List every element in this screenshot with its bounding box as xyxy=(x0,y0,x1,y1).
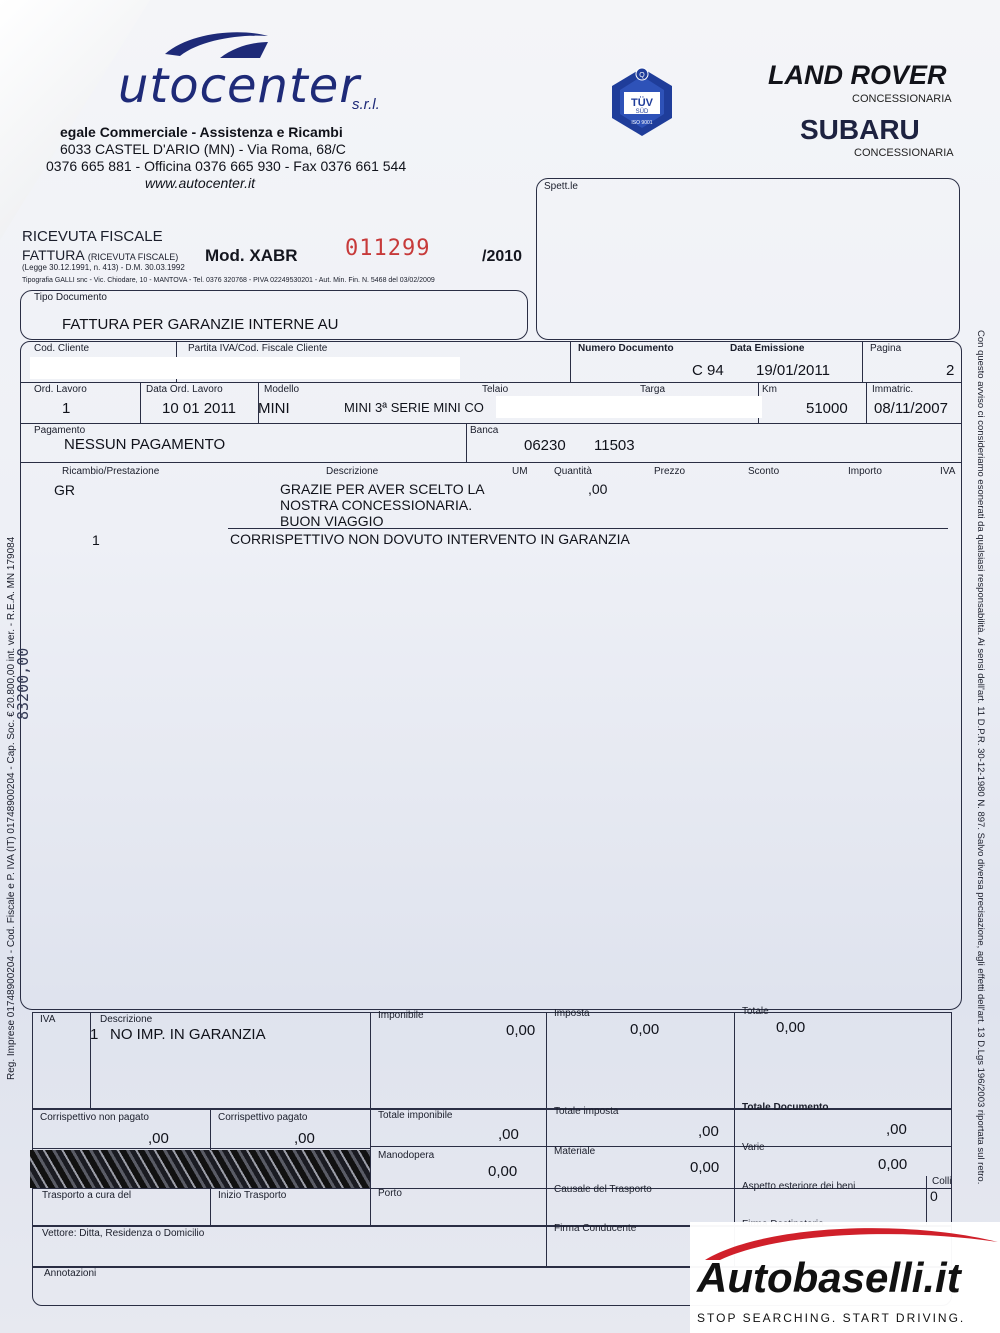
col-iva: IVA xyxy=(940,466,956,477)
dealer-land-rover-sub: CONCESSIONARIA xyxy=(852,93,952,105)
registration-label: Immatric. xyxy=(872,384,914,395)
issue-date-label: Data Emissione xyxy=(730,343,805,354)
page-label: Pagina xyxy=(870,343,902,354)
dealer-subaru: SUBARU xyxy=(800,114,920,145)
item1-desc-2: NOSTRA CONCESSIONARIA. xyxy=(280,497,473,513)
driver-signature-label: Firma Conducente xyxy=(554,1223,637,1234)
unpaid-value: ,00 xyxy=(148,1130,169,1147)
svg-text:ISO 9001: ISO 9001 xyxy=(631,120,653,126)
chassis-label: Telaio xyxy=(482,384,509,395)
divider xyxy=(370,1146,952,1147)
vat-label: IVA xyxy=(40,1014,56,1025)
work-order-value: 1 xyxy=(62,400,71,417)
labor-label: Manodopera xyxy=(378,1150,435,1161)
doc-number-value: C 94 xyxy=(692,362,724,379)
company-phones: 0376 665 881 - Officina 0376 665 930 - Fax 0376 661 544 xyxy=(46,158,407,174)
misc-value: 0,00 xyxy=(878,1156,908,1173)
taxable-label: Imponibile xyxy=(378,1010,424,1021)
ricevuta-fiscale-title: RICEVUTA FISCALE xyxy=(22,228,163,245)
total-label: Totale xyxy=(742,1006,769,1017)
transport-by-label: Trasporto a cura del xyxy=(42,1190,132,1201)
watermark-site: Autobaselli.it xyxy=(697,1254,961,1301)
model-code: Mod. XABR xyxy=(205,246,298,265)
unpaid-label: Corrispettivo non pagato xyxy=(40,1112,149,1123)
dealer-subaru-sub: CONCESSIONARIA xyxy=(854,147,954,159)
item1-code: GR xyxy=(54,482,75,498)
transport-start-label: Inizio Trasporto xyxy=(218,1190,287,1201)
tax-value: 0,00 xyxy=(630,1021,660,1038)
document-type-value: FATTURA PER GARANZIE INTERNE AU xyxy=(62,316,339,333)
item1-desc-1: GRAZIE PER AVER SCELTO LA xyxy=(280,481,485,497)
divider xyxy=(866,382,867,424)
work-order-label: Ord. Lavoro xyxy=(34,384,87,395)
model-description: MINI 3ª SERIE MINI CO xyxy=(344,400,484,415)
packages-label: Colli xyxy=(932,1176,952,1187)
fattura-title: FATTURA (RICEVUTA FISCALE) xyxy=(22,247,179,263)
vat-code: 1 xyxy=(90,1026,99,1043)
carrier-label: Vettore: Ditta, Residenza o Domicilio xyxy=(42,1228,205,1239)
divider xyxy=(370,1012,371,1110)
redacted-stamp xyxy=(30,1150,370,1188)
company-address: 6033 CASTEL D'ARIO (MN) - Via Roma, 68/C xyxy=(60,141,346,157)
total-tax-value: ,00 xyxy=(698,1123,719,1140)
col-sconto: Sconto xyxy=(748,466,780,477)
issue-date-value: 19/01/2011 xyxy=(756,362,830,379)
divider xyxy=(570,341,571,383)
handwritten-amount: 83200,00 xyxy=(14,647,32,720)
misc-label: Varie xyxy=(742,1142,765,1153)
plate-label: Targa xyxy=(640,384,666,395)
km-value: 51000 xyxy=(806,400,848,417)
divider xyxy=(734,1012,735,1110)
recipient-box xyxy=(536,178,960,340)
col-importo: Importo xyxy=(848,466,882,477)
km-label: Km xyxy=(762,384,777,395)
document-number: 011299 xyxy=(345,236,431,261)
divider xyxy=(140,382,141,424)
document-year: /2010 xyxy=(482,248,523,265)
recipient-label: Spett.le xyxy=(544,181,578,192)
item1-qty: ,00 xyxy=(588,481,608,497)
bank-label: Banca xyxy=(470,425,499,436)
divider xyxy=(370,1108,371,1226)
vat-descr-value: NO IMP. IN GARANZIA xyxy=(110,1026,266,1043)
payment-label: Pagamento xyxy=(34,425,86,436)
client-vat-label: Partita IVA/Cod. Fiscale Cliente xyxy=(188,343,328,354)
total-taxable-label: Totale imponibile xyxy=(378,1110,453,1121)
dealer-land-rover: LAND ROVER xyxy=(768,60,947,90)
legal-disclaimer: Con questo avviso ci consideriamo esonerati da qualsiasi responsabilità. Ai sensi dell'art. 11 D.P.R. 30-12-1980 N. 897. Salvo diversa precisazione, agli effetti dell'art. 13 D.Lgs 196/2003 riportata sul retro. xyxy=(975,330,986,1185)
redacted-client xyxy=(30,357,460,379)
taxable-value: 0,00 xyxy=(506,1022,536,1039)
goods-aspect-label: Aspetto esteriore dei beni xyxy=(742,1181,856,1192)
work-order-date-label: Data Ord. Lavoro xyxy=(146,384,223,395)
col-um: UM xyxy=(512,466,528,477)
brand-name: utocenter xyxy=(118,58,361,114)
payment-value: NESSUN PAGAMENTO xyxy=(64,436,226,453)
material-value: 0,00 xyxy=(690,1159,720,1176)
divider xyxy=(862,341,863,383)
model-label: Modello xyxy=(264,384,300,395)
doc-number-label: Numero Documento xyxy=(578,343,674,354)
col-ricambio: Ricambio/Prestazione xyxy=(62,466,160,477)
divider xyxy=(32,1148,370,1149)
transport-reason-label: Causale del Trasporto xyxy=(554,1184,652,1195)
tipografia-note: Tipografia GALLI snc - Vic. Chiodare, 10 - MANTOVA - Tel. 0376 320768 - PIVA 02249530201 - Aut. Min. Fin. N. 5468 del 03/02/2009 xyxy=(22,277,435,284)
divider xyxy=(926,1176,927,1226)
total-value: 0,00 xyxy=(776,1019,806,1036)
document-total-value: ,00 xyxy=(886,1121,907,1138)
packages-value: 0 xyxy=(930,1188,938,1204)
total-tax-label: Totale imposta xyxy=(554,1106,619,1117)
notes-label: Annotazioni xyxy=(44,1268,97,1279)
model-value: MINI xyxy=(258,400,290,417)
svg-text:Q: Q xyxy=(639,72,645,79)
bank-abi-value: 06230 xyxy=(524,437,566,454)
svg-text:TÜV: TÜV xyxy=(631,97,653,109)
labor-value: 0,00 xyxy=(488,1163,518,1180)
document-total-label: Totale Documento xyxy=(742,1102,829,1113)
client-code-label: Cod. Cliente xyxy=(34,343,90,354)
divider xyxy=(466,423,467,463)
col-prezzo: Prezzo xyxy=(654,466,686,477)
watermark-tagline: STOP SEARCHING. START DRIVING. xyxy=(697,1311,966,1325)
brand-suffix: s.r.l. xyxy=(352,96,380,113)
tax-label: Imposta xyxy=(554,1008,590,1019)
page-value: 2 xyxy=(946,362,955,379)
company-activity: egale Commerciale - Assistenza e Ricambi xyxy=(60,124,343,140)
col-quantita: Quantità xyxy=(554,466,592,477)
item-separator xyxy=(228,528,948,529)
divider xyxy=(546,1012,547,1110)
legge-reference: (Legge 30.12.1991, n. 413) - D.M. 30.03.1992 xyxy=(22,263,185,272)
material-label: Materiale xyxy=(554,1146,596,1157)
col-descrizione: Descrizione xyxy=(326,466,379,477)
item2-desc: CORRISPETTIVO NON DOVUTO INTERVENTO IN GARANZIA xyxy=(230,531,630,547)
svg-text:SÜD: SÜD xyxy=(635,109,649,115)
vat-descr-label: Descrizione xyxy=(100,1014,153,1025)
document-type-label: Tipo Documento xyxy=(34,292,107,303)
item2-code: 1 xyxy=(92,532,100,548)
tuv-certification-icon xyxy=(606,66,678,138)
redacted-chassis-plate xyxy=(496,396,762,418)
bank-cab-value: 11503 xyxy=(594,437,635,454)
company-registration-note: Reg. Imprese 01748900204 - Cod. Fiscale e P. IVA (IT) 01748900204 - Cap. Soc. € 20.800,00 int. ver. - R.E.A. MN 179084 xyxy=(6,536,17,1080)
autocenter-logo-swoosh-icon xyxy=(160,28,270,62)
total-taxable-value: ,00 xyxy=(498,1126,519,1143)
company-website: www.autocenter.it xyxy=(145,175,255,191)
item1-desc-3: BUON VIAGGIO xyxy=(280,513,384,529)
paid-label: Corrispettivo pagato xyxy=(218,1112,308,1123)
port-label: Porto xyxy=(378,1188,402,1199)
work-order-date-value: 10 01 2011 xyxy=(162,400,236,417)
paid-value: ,00 xyxy=(294,1130,315,1147)
registration-value: 08/11/2007 xyxy=(874,400,948,417)
